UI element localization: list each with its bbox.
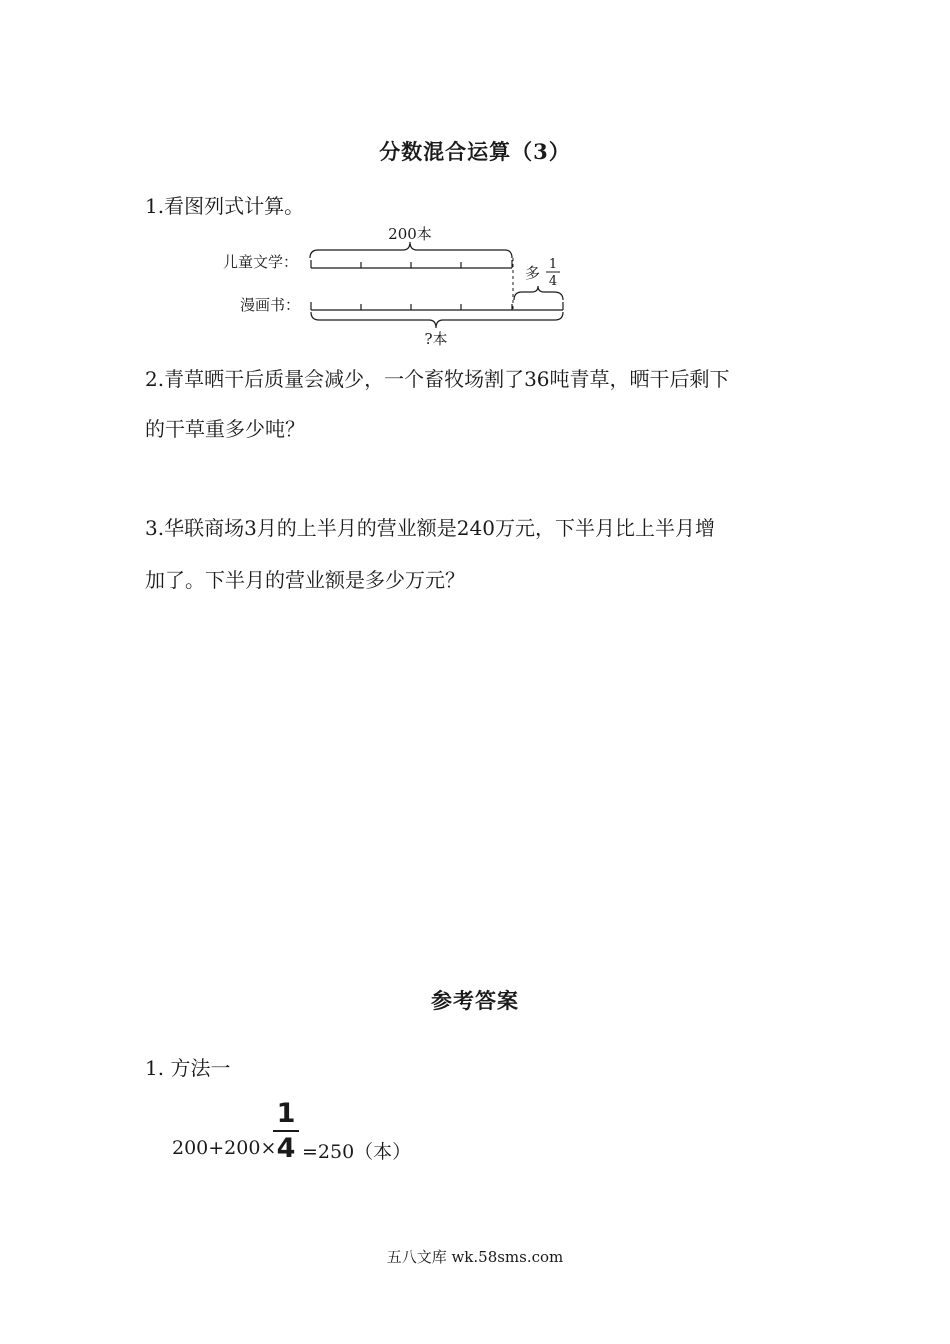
answer-1-expression-left: 200+200× — [172, 1137, 277, 1159]
bottom-brace — [311, 312, 563, 328]
answers-title: 参考答案 — [431, 988, 519, 1013]
question-1: 1.看图列式计算。 — [145, 194, 305, 218]
question-3-line-1: 3.华联商场3月的上半月的营业额是240万元，下半月比上半月增 — [145, 516, 715, 540]
row1-label: 儿童文学： — [223, 253, 299, 271]
answer-1-fraction-bar — [273, 1130, 299, 1132]
answer-1-label: 1. 方法一 — [145, 1056, 231, 1080]
bottom-label: ?本 — [424, 330, 448, 348]
answer-1-fraction — [273, 1100, 299, 1162]
question-2-line-1: 2.青草晒干后质量会减少，一个畜牧场割了36吨青草，晒干后剩下 — [145, 367, 730, 391]
question-3-line-2: 加了。下半月的营业额是多少万元？ — [145, 568, 465, 592]
fraction-num: 1 — [548, 257, 558, 272]
bar-diagram — [220, 222, 580, 352]
answer-1-expression-right: =250（本） — [302, 1141, 412, 1163]
top-brace — [310, 242, 512, 258]
footer-watermark: 五八文库 wk.58sms.com — [386, 1248, 564, 1266]
more-label: 多 — [525, 264, 541, 282]
question-2-line-2: 的干草重多少吨？ — [145, 417, 305, 441]
top-label: 200本 — [388, 225, 432, 243]
page-title: 分数混合运算（3） — [379, 139, 571, 164]
row2-label: 漫画书： — [240, 296, 301, 314]
fraction-den: 4 — [548, 274, 558, 289]
answer-1-fraction-den: 4 — [276, 1133, 296, 1164]
answer-1-fraction-num: 1 — [276, 1098, 296, 1129]
